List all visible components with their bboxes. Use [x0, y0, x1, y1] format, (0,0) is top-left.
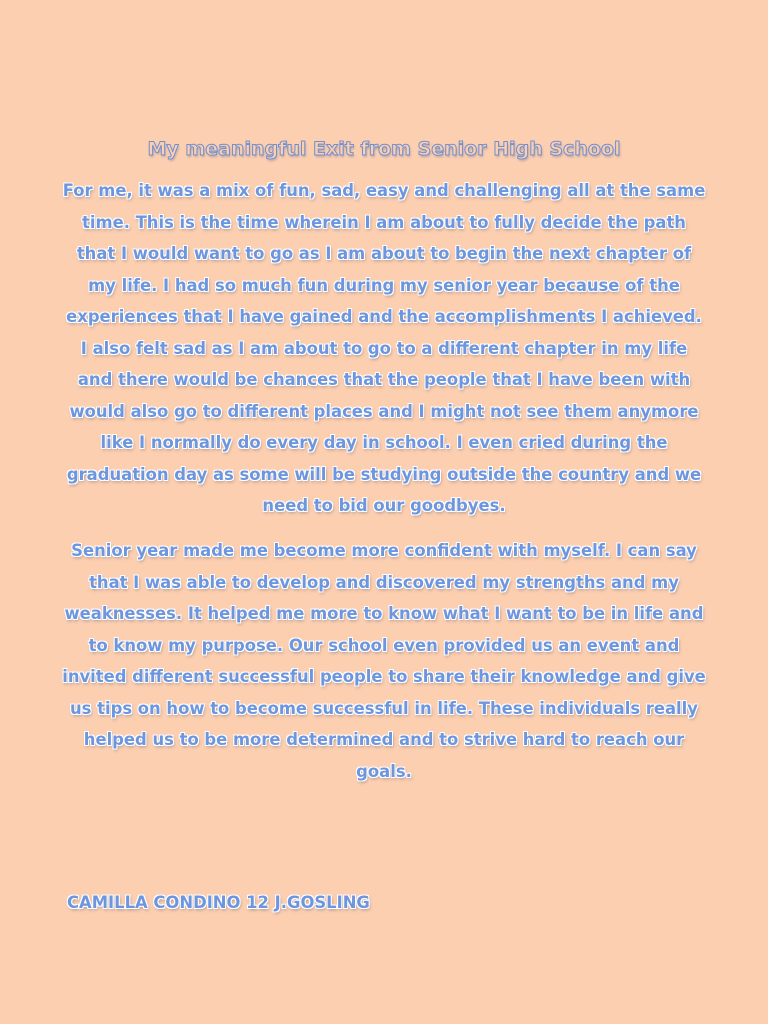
- author-signature: CAMILLA CONDINO 12 J.GOSLING: [67, 893, 370, 912]
- paragraph-1: For me, it was a mix of fun, sad, easy and challenging all at the same time. This is the time wherein I am about to fully decide the path that I would want to go as I am about to begin the next chapter of my life. I had so much fun during my senior year because of the experiences that I have gained and the accomplishments I achieved. I also felt sad as I am about to go to a different chapter in my life and there would be chances that the people that I have been with would also go to different places and I might not see them anymore like I normally do every day in school. I even cried during the graduation day as some will be studying outside the country and we need to bid our goodbyes.: [62, 181, 706, 515]
- document-title: My meaningful Exit from Senior High School: [147, 138, 621, 160]
- paragraph-2: Senior year made me become more confident with myself. I can say that I was able to develop and discovered my strengths and my weaknesses. It helped me more to know what I want to be in life and to know my purpose. Our school even provided us an event and invited different successful people to share their knowledge and give us tips on how to become successful in life. These individuals really helped us to be more determined and to strive hard to reach our goals.: [62, 541, 706, 781]
